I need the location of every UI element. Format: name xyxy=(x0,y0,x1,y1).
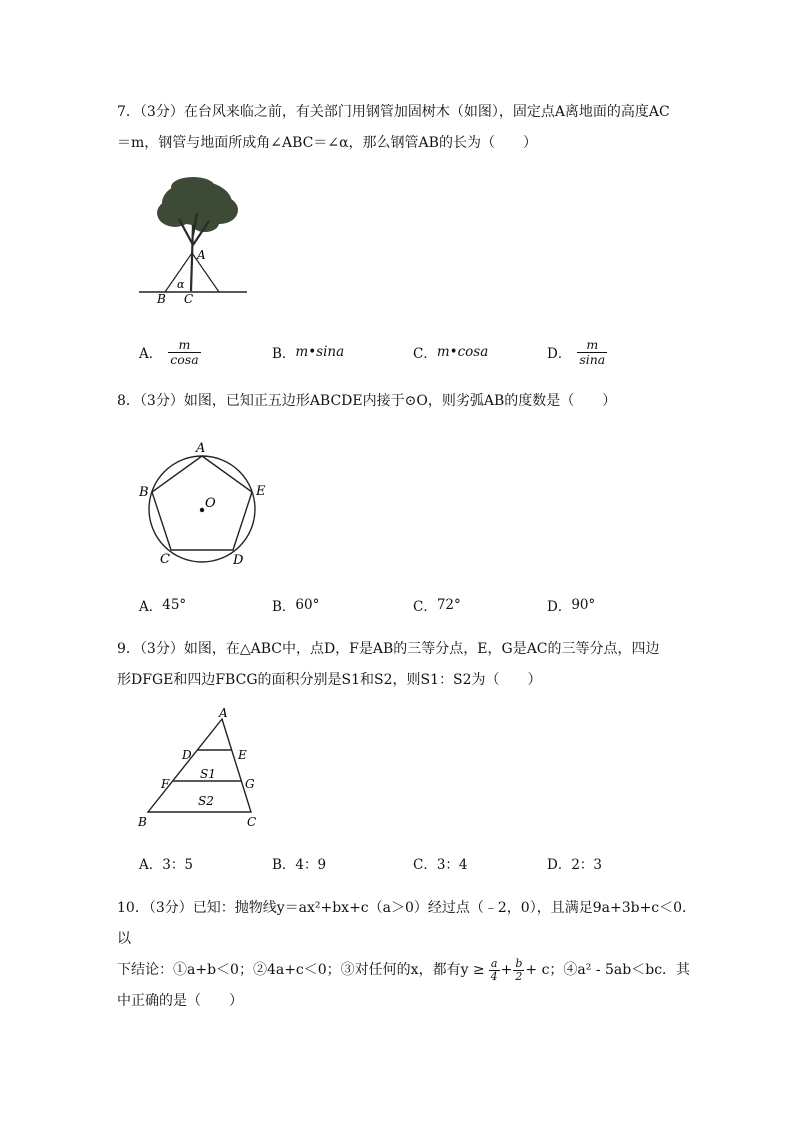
label-g: G xyxy=(245,777,255,791)
numerator: m xyxy=(586,336,599,352)
denominator: sina xyxy=(579,351,606,367)
option-d[interactable] xyxy=(547,336,607,368)
option-text: m•sina xyxy=(295,344,345,360)
option-a[interactable] xyxy=(139,336,201,368)
denominator: 4 xyxy=(490,970,498,983)
option-letter: D． xyxy=(547,599,572,615)
option-b[interactable] xyxy=(272,589,319,621)
option-a[interactable] xyxy=(139,589,186,621)
denominator: cosa xyxy=(170,351,199,367)
question-7-line-1: 7．（3分）在台风来临之前，有关部门用钢管加固树木（如图），固定点A离地面的高度AC xyxy=(117,104,670,120)
question-9-line-2: 形DFGE和四边FBCG的面积分别是S1和S2，则S1：S2为（ ） xyxy=(117,672,542,688)
option-text: 3：4 xyxy=(436,857,468,873)
label-a: A xyxy=(196,441,206,456)
fraction-a-over-4 xyxy=(489,958,500,983)
fraction xyxy=(577,338,607,367)
question-10-line-1: 10．（3分）已知：抛物线y＝ax²+bx+c（a＞0）经过点（﹣2，0），且满足9a+3b+c＜0．以 xyxy=(117,900,697,947)
label-o: O xyxy=(205,496,216,511)
option-c[interactable] xyxy=(413,589,461,621)
question-9-options xyxy=(139,847,699,879)
denominator: 2 xyxy=(515,970,523,983)
label-e: E xyxy=(256,484,266,499)
option-letter: A． xyxy=(139,857,163,873)
label-f: F xyxy=(161,777,170,791)
label-e: E xyxy=(238,748,247,762)
option-letter: D． xyxy=(547,346,572,362)
label-d: D xyxy=(182,748,192,762)
numerator: a xyxy=(490,957,498,970)
option-c[interactable] xyxy=(413,847,468,879)
numerator: b xyxy=(515,957,523,970)
tree-canopy xyxy=(157,177,238,232)
plus-sign: + xyxy=(500,962,513,978)
option-letter: B． xyxy=(272,599,296,615)
numerator: m xyxy=(178,336,191,352)
question-10 xyxy=(117,893,697,1017)
question-10-text: + c；④a² - 5ab＜bc．其 xyxy=(525,962,691,978)
option-text: 2：3 xyxy=(571,857,603,873)
triangle-figure xyxy=(135,706,265,831)
label-a: A xyxy=(197,248,206,262)
label-b: B xyxy=(139,485,149,500)
label-d: D xyxy=(233,553,244,568)
option-letter: D． xyxy=(547,857,572,873)
question-10-line-3: 中正确的是（ ） xyxy=(117,993,243,1009)
label-c: C xyxy=(184,292,194,305)
option-d[interactable] xyxy=(547,847,602,879)
option-letter: A． xyxy=(139,599,163,615)
option-text: m•cosa xyxy=(436,344,489,360)
label-a: A xyxy=(219,706,228,720)
option-letter: C． xyxy=(413,857,437,873)
question-9-line-1: 9．（3分）如图，在△ABC中，点D，F是AB的三等分点，E，G是AC的三等分点，四边 xyxy=(117,641,660,657)
option-text: 45° xyxy=(162,597,187,613)
option-text: 90° xyxy=(571,597,596,613)
label-s1: S1 xyxy=(200,767,216,781)
question-10-text: 下结论：①a+b＜0；②4a+c＜0；③对任何的x，都有y ≥ xyxy=(117,962,485,978)
option-d[interactable] xyxy=(547,589,595,621)
question-8-options xyxy=(139,589,699,621)
question-8-line-1: 8．（3分）如图，已知正五边形ABCDE内接于⊙O，则劣弧AB的度数是（ ） xyxy=(117,393,617,409)
label-b: B xyxy=(157,292,166,305)
label-c: C xyxy=(160,552,170,567)
center-point xyxy=(200,508,204,512)
option-text: 3：5 xyxy=(162,857,193,873)
tree-figure xyxy=(135,175,255,305)
option-b[interactable] xyxy=(272,336,344,368)
option-letter: A． xyxy=(139,346,163,362)
option-c[interactable] xyxy=(413,336,488,368)
option-letter: C． xyxy=(413,346,437,362)
question-10-line-2 xyxy=(117,955,697,986)
fraction-b-over-2 xyxy=(513,958,524,983)
option-letter: B． xyxy=(272,346,296,362)
label-alpha: α xyxy=(177,278,185,291)
pentagon-figure xyxy=(135,438,270,570)
option-a[interactable] xyxy=(139,847,193,879)
question-7-options xyxy=(139,336,699,368)
option-letter: B． xyxy=(272,857,296,873)
option-letter: C． xyxy=(413,599,437,615)
label-c: C xyxy=(247,815,257,829)
label-b: B xyxy=(138,815,147,829)
question-8 xyxy=(117,386,687,417)
question-7-line-2: ＝m，钢管与地面所成角∠ABC＝∠α，那么钢管AB的长为（ ） xyxy=(117,135,537,151)
option-text: 4：9 xyxy=(295,857,327,873)
question-7 xyxy=(117,97,687,159)
question-9 xyxy=(117,634,687,696)
option-text: 60° xyxy=(295,597,320,613)
option-text: 72° xyxy=(436,597,461,613)
fraction xyxy=(168,338,200,367)
label-s2: S2 xyxy=(198,794,214,808)
option-b[interactable] xyxy=(272,847,326,879)
